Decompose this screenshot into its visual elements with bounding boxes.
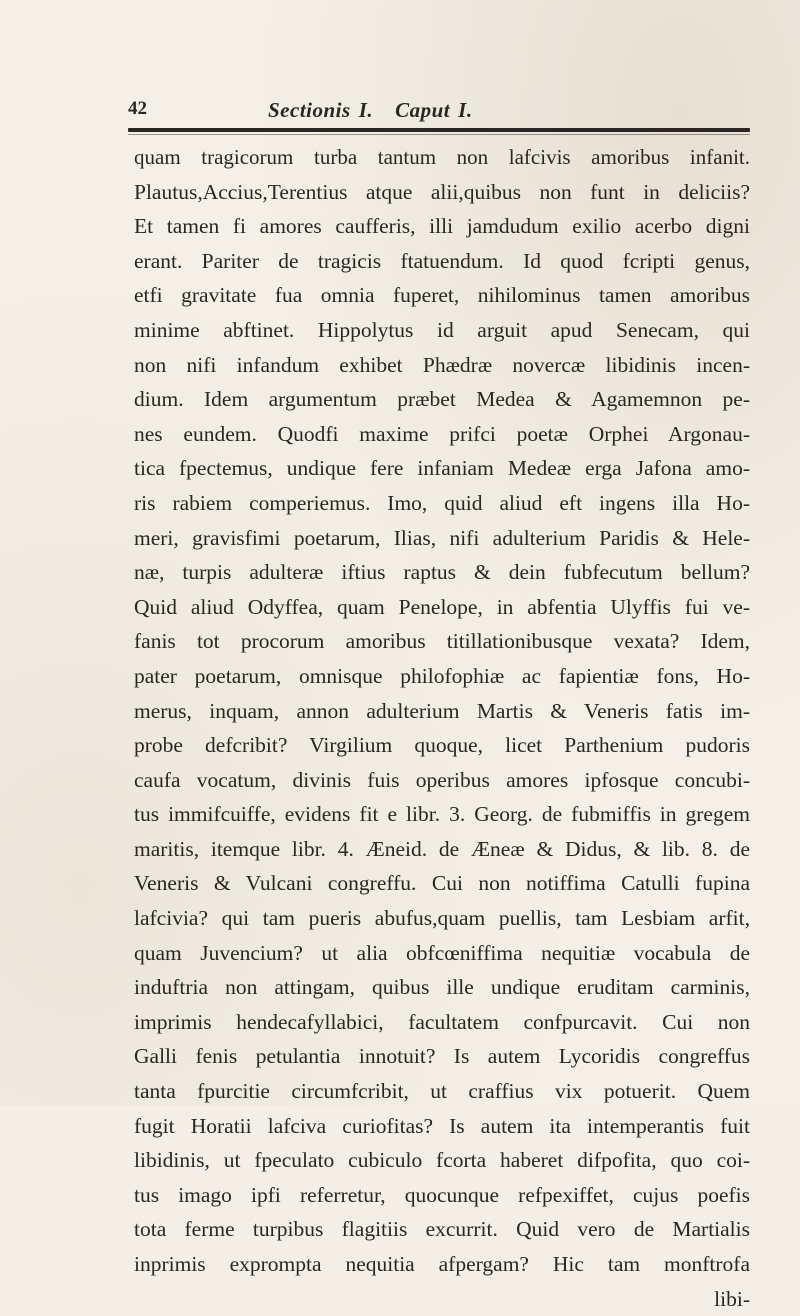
text-line: maritis, itemque libr. 4. Æneid. de Æneæ & Didus, & lib. 8. de (134, 836, 750, 861)
text-line: Veneris & Vulcani congreffu. Cui non notiffima Catulli fupina (134, 871, 750, 896)
text-line: quam Juvencium? ut alia obfcœniffima nequitiæ vocabula de (134, 940, 750, 965)
text-line: tanta fpurcitie circumfcribit, ut craffius vix potuerit. Quem (134, 1079, 750, 1104)
body-text (134, 140, 750, 1316)
text-line: nes eundem. Quodfi maxime prifci poetæ Orphei Argonau- (134, 421, 750, 446)
header-rule (128, 128, 750, 132)
text-line: erant. Pariter de tragicis ftatuendum. Id quod fcripti genus, (134, 248, 750, 273)
text-line: fanis tot procorum amoribus titillationibusque vexata? Idem, (134, 629, 750, 654)
text-line: tus immifcuiffe, evidens fit e libr. 3. Georg. de fubmiffis in gregem (134, 802, 750, 827)
text-line: minime abftinet. Hippolytus id arguit apud Senecam, qui (134, 317, 750, 342)
text-line: tus imago ipfi referretur, quocunque refpexiffet, cujus poefis (134, 1182, 750, 1207)
text-line: fugit Horatii lafciva curiofitas? Is autem ita intemperantis fuit (134, 1113, 750, 1138)
text-line: libidinis, ut fpeculato cubiculo fcorta haberet difpofita, quo coi- (134, 1148, 750, 1173)
catchword: libi- (714, 1286, 750, 1311)
text-line: næ, turpis adulteræ iftius raptus & dein fubfecutum bellum? (134, 560, 750, 585)
page-header (128, 98, 748, 128)
text-line: induftria non attingam, quibus ille undique eruditam carminis, (134, 975, 750, 1000)
text-line: merus, inquam, annon adulterium Martis & Veneris fatis im- (134, 698, 750, 723)
text-line: meri, gravisfimi poetarum, Ilias, nifi adulterium Paridis & Hele- (134, 525, 750, 550)
text-line: etfi gravitate fua omnia fuperet, nihilominus tamen amoribus (134, 283, 750, 308)
text-line: imprimis hendecafyllabici, facultatem confpurcavit. Cui non (134, 1009, 750, 1034)
running-head-caput-numeral: I. (458, 98, 473, 122)
text-line: Et tamen fi amores caufferis, illi jamdudum exilio acerbo digni (134, 214, 750, 239)
text-line: inprimis exprompta nequitia afpergam? Hic tam monftrofa (134, 1252, 750, 1276)
page-number: 42 (128, 98, 147, 119)
text-line: Quid aliud Odyffea, quam Penelope, in abfentia Ulyffis fui ve- (134, 594, 750, 619)
text-line: tica fpectemus, undique fere infaniam Medeæ erga Jafona amo- (134, 456, 750, 481)
text-line: pater poetarum, omnisque philofophiæ ac fapientiæ fons, Ho- (134, 663, 750, 688)
running-head (268, 98, 473, 123)
text-line: Galli fenis petulantia innotuit? Is autem Lycoridis congreffus (134, 1044, 750, 1069)
header-rule-thin (128, 134, 750, 135)
running-head-section-numeral: I. (358, 98, 374, 122)
text-line: caufa vocatum, divinis fuis operibus amores ipfosque concubi- (134, 767, 750, 792)
text-line: probe defcribit? Virgilium quoque, licet Parthenium pudoris (134, 733, 750, 758)
text-line: quam tragicorum turba tantum non lafcivis amoribus infanit. (134, 145, 750, 169)
running-head-caput: Caput (395, 98, 451, 122)
text-line: non nifi infandum exhibet Phædræ novercæ libidinis incen- (134, 352, 750, 377)
text-line: Plautus,Accius,Terentius atque alii,quibus non funt in deliciis? (134, 179, 750, 204)
text-line: ris rabiem comperiemus. Imo, quid aliud eft ingens illa Ho- (134, 490, 750, 515)
text-line: dium. Idem argumentum præbet Medea & Agamemnon pe- (134, 387, 750, 412)
text-line: lafcivia? qui tam pueris abufus,quam puellis, tam Lesbiam arfit, (134, 906, 750, 931)
text-line: tota ferme turpibus flagitiis excurrit. Quid vero de Martialis (134, 1217, 750, 1242)
running-head-section: Sectionis (268, 98, 351, 122)
